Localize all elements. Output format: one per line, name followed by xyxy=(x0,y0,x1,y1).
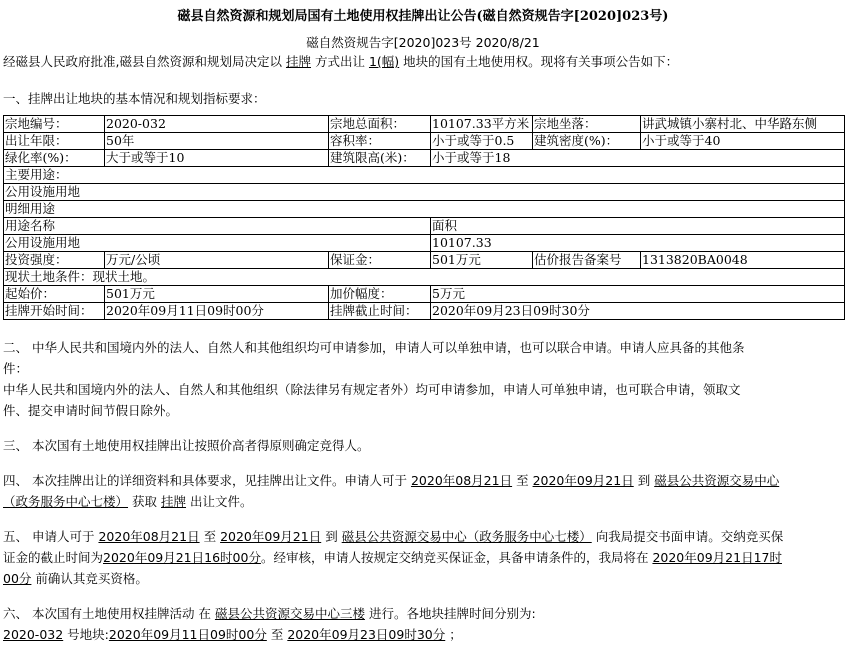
page-title: 磁县自然资源和规划局国有土地使用权挂牌出让公告(磁自然资规告字[2020]023号) xyxy=(177,9,669,24)
table-cell: 2020-032 xyxy=(105,116,329,133)
parcel-number: 2020-032 xyxy=(3,627,64,642)
section-text: ； xyxy=(449,627,462,642)
section-text: 四、 本次挂牌出让的详细资料和具体要求，见挂牌出让文件。申请人可于 xyxy=(3,473,407,488)
date-start: 2020年08月21日 xyxy=(410,473,513,488)
listing-end: 2020年09月23日09时30分 xyxy=(287,627,446,642)
table-cell: 大于或等于10 xyxy=(105,150,329,167)
date-start: 2020年08月21日 xyxy=(98,529,200,544)
table-cell: 保证金： xyxy=(329,252,431,269)
venue-name: 磁县公共资源交易中心（政务服务中心七楼） xyxy=(341,529,592,544)
confirm-date: 00分 xyxy=(3,571,32,586)
deposit-deadline: 2020年09月21日16时00分 xyxy=(103,550,261,565)
document-number: 磁自然资规告字[2020]023号 2020/8/21 xyxy=(306,35,540,50)
table-cell: 10107.33平方米 xyxy=(431,116,533,133)
section-text: 件： xyxy=(3,361,29,376)
table-cell: 501万元 xyxy=(431,252,533,269)
section-text: 前确认其竞买资格。 xyxy=(35,571,148,586)
table-cell: 起始价： xyxy=(4,286,105,303)
land-condition: 现状土地条件：现状土地。 xyxy=(4,269,845,286)
table-row xyxy=(4,201,845,218)
section-text: 证金的截止时间为 xyxy=(3,550,104,565)
table-cell: 加价幅度： xyxy=(329,286,431,303)
table-row xyxy=(4,167,845,184)
section-text: 六、 本次国有土地使用权挂牌活动 在 xyxy=(3,606,211,621)
section-text: 向我局提交书面申请。交纳竞买保 xyxy=(595,529,784,544)
table-row xyxy=(4,218,845,235)
parcel-info-table xyxy=(3,115,845,320)
section-text: 到 xyxy=(637,473,651,488)
table-cell: 投资强度： xyxy=(4,252,105,269)
table-row xyxy=(4,286,845,303)
section-5 xyxy=(0,526,846,589)
date-end: 2020年09月21日 xyxy=(532,473,634,488)
main-use-value: 公用设施用地 xyxy=(4,184,845,201)
table-cell: 宗地编号： xyxy=(4,116,105,133)
table-cell: 50年 xyxy=(105,133,329,150)
section-text: 至 xyxy=(516,473,529,488)
section1-heading: 一、挂牌出让地块的基本情况和规划指标要求： xyxy=(3,91,266,106)
table-row xyxy=(4,133,845,150)
section-text: 至 xyxy=(203,529,217,544)
area-header: 面积 xyxy=(431,218,845,235)
listing-start: 2020年09月11日09时00分 xyxy=(108,627,267,642)
section-text: 获取 xyxy=(132,494,158,509)
table-row xyxy=(4,150,845,167)
section-text: 到 xyxy=(325,529,338,544)
main-use-label: 主要用途： xyxy=(4,167,845,184)
table-cell: 5万元 xyxy=(431,286,845,303)
table-cell: 挂牌开始时间： xyxy=(4,303,105,320)
use-name-header: 用途名称 xyxy=(4,218,431,235)
section-text: 中华人民共和国境内外的法人、自然人和其他组织（除法律另有规定者外）均可申请参加，申请人可单独申请，也可联合申请，领取文 xyxy=(3,382,741,397)
venue-detail: （政务服务中心七楼） xyxy=(3,494,129,509)
section-2 xyxy=(0,337,846,421)
table-row xyxy=(4,116,845,133)
section-6 xyxy=(0,603,846,645)
section-text: 进行。各地块挂牌时间分别为: xyxy=(368,606,536,621)
section-text: 件、提交申请时间节假日除外。 xyxy=(3,403,179,418)
table-cell: 讲武城镇小寨村北、中华路东侧 xyxy=(641,116,845,133)
table-row xyxy=(4,184,845,201)
table-cell: 1313820BA0048 xyxy=(641,252,845,269)
section-text: 五、 申请人可于 xyxy=(3,529,95,544)
table-cell: 估价报告备案号 xyxy=(533,252,641,269)
parcel-count: 1(幅) xyxy=(368,54,400,69)
intro-text: 地块的国有土地使用权。现将有关事项公告如下： xyxy=(403,54,679,69)
transfer-mode: 挂牌 xyxy=(161,494,187,509)
section-text: 号地块: xyxy=(67,627,109,642)
table-row xyxy=(4,303,845,320)
table-row xyxy=(4,235,845,252)
use-name-value: 公用设施用地 xyxy=(4,235,431,252)
table-cell: 小于或等于40 xyxy=(641,133,845,150)
venue-name: 磁县公共资源交易中心三楼 xyxy=(214,606,365,621)
table-row xyxy=(4,269,845,286)
table-cell: 建筑密度(%)： xyxy=(533,133,641,150)
table-cell: 2020年09月23日09时30分 xyxy=(431,303,845,320)
intro-paragraph xyxy=(0,52,846,72)
table-cell: 501万元 xyxy=(105,286,329,303)
table-cell: 绿化率(%)： xyxy=(4,150,105,167)
intro-text: 方式出让 xyxy=(314,54,365,69)
table-cell: 建筑限高(米)： xyxy=(329,150,431,167)
table-cell: 万元/公顷 xyxy=(105,252,329,269)
table-cell: 2020年09月11日09时00分 xyxy=(105,303,329,320)
table-cell: 小于或等于0.5 xyxy=(431,133,533,150)
table-cell: 容积率： xyxy=(329,133,431,150)
table-cell: 出让年限： xyxy=(4,133,105,150)
intro-text: 经磁县人民政府批准,磁县自然资源和规划局决定以 xyxy=(3,54,282,69)
section-4 xyxy=(0,470,846,512)
table-cell: 小于或等于18 xyxy=(431,150,845,167)
section-text: 出让文件。 xyxy=(190,494,253,509)
date-end: 2020年09月21日 xyxy=(220,529,322,544)
venue-name: 磁县公共资源交易中心 xyxy=(654,473,780,488)
section-text: 至 xyxy=(270,627,284,642)
detail-use-label: 明细用途 xyxy=(4,201,845,218)
section-text: 二、 中华人民共和国境内外的法人、自然人和其他组织均可申请参加，申请人可以单独申请，也可以联合申请。申请人应具备的其他条 xyxy=(3,340,745,355)
table-cell: 宗地总面积： xyxy=(329,116,431,133)
section-text: 。经审核，申请人按规定交纳竞买保证金，具备申请条件的，我局将在 xyxy=(260,550,649,565)
table-row xyxy=(4,252,845,269)
confirm-date: 2020年09月21日17时 xyxy=(652,550,782,565)
transfer-mode: 挂牌 xyxy=(285,54,311,69)
table-cell: 宗地坐落： xyxy=(533,116,641,133)
area-value: 10107.33 xyxy=(431,235,845,252)
table-cell: 挂牌截止时间： xyxy=(329,303,431,320)
section-3: 三、 本次国有土地使用权挂牌出让按照价高者得原则确定竞得人。 xyxy=(3,438,370,453)
